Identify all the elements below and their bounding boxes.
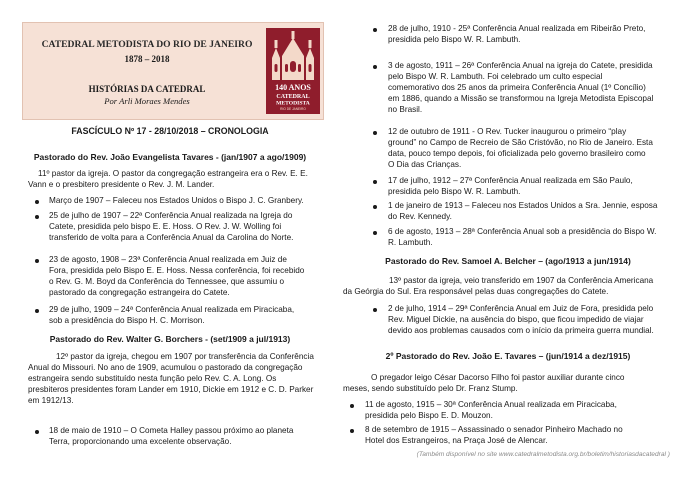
text-line: no Brasil. — [388, 105, 423, 114]
section-heading-tavares: Pastorado do Rev. João Evangelista Tavares - (jan/1907 a ago/1909) — [33, 152, 307, 162]
bullet-dot — [35, 259, 39, 263]
text-line: Hotel dos Estrangeiros, na Praça José de Alencar. — [365, 436, 548, 445]
text-line: O Dia das Crianças. — [388, 160, 462, 169]
text-line: 29 de julho, 1909 – 24ª Conferência Anual realizada em Piracicaba, — [49, 305, 295, 314]
bullet-dot — [350, 429, 354, 433]
banner-series-title: HISTÓRIAS DA CATEDRAL — [88, 84, 206, 94]
text-line: em 1912/13. — [28, 396, 74, 405]
banner-title: CATEDRAL METODISTA DO RIO DE JANEIRO — [41, 39, 253, 50]
bullet-dot — [373, 231, 377, 235]
footer-availability-note: (Também disponível no site www.catedralmetodista.org.br/boletim/historiasdacatedral ) — [416, 451, 670, 458]
text-line: 2 de julho, 1914 – 29ª Conferência Anual em Juiz de Fora, presidida pelo — [388, 304, 654, 313]
bullet-dot — [373, 205, 377, 209]
section-heading-belcher: Pastorado do Rev. Samoel A. Belcher – (ago/1913 a jun/1914) — [385, 256, 631, 266]
list-item — [365, 424, 675, 446]
text-line: 13º pastor da igreja, veio transferido em 1907 da Conferência Americana — [389, 276, 654, 285]
list-item — [388, 200, 678, 222]
list-item — [49, 425, 334, 447]
bullet-dot — [350, 404, 354, 408]
text-line: meses, sendo substituído pelo Dr. Franz Stump. — [343, 384, 518, 393]
fascicle-title: FASCÍCULO Nº 17 - 28/10/2018 – CRONOLOGIA — [71, 126, 269, 136]
text-line: Anual do Missouri. No ano de 1909, acumulou o pastorado da congregação — [28, 363, 303, 372]
text-line: presidida pelo Bispo W. R. Lambuth. — [388, 187, 521, 196]
text-line: 18 de maio de 1910 – O Cometa Halley passou próximo ao planeta — [49, 426, 294, 435]
text-line: presidida pelo Bispo E. D. Mouzon. — [365, 411, 493, 420]
paragraph-borchers — [28, 351, 323, 406]
text-line: Fora, presidida pelo Bispo E. E. Hoss. Nessa conferência, foi recebido — [49, 266, 305, 275]
bullet-dot — [373, 65, 377, 69]
text-line: 8 de setembro de 1915 – Assassinado o senador Pinheiro Machado no — [365, 425, 623, 434]
text-line: presidida pelo Bispo W. R. Lambuth. — [388, 35, 521, 44]
text-line: 11º pastor da igreja. O pastor da congregação estrangeira era o Rev. E. E. — [38, 169, 308, 178]
text-line: Catete, presidida pelo bispo E. E. Hoss. O Rev. J. W. Wolling foi — [49, 222, 282, 231]
paragraph-tavares — [28, 168, 323, 190]
logo-line-1: CATEDRAL — [276, 94, 310, 100]
bullet-dot — [35, 215, 39, 219]
text-line: 23 de agosto, 1908 – 23ª Conferência Anual realizada em Juiz de — [49, 255, 287, 264]
text-line: transferido de volta para a Conferência Anual da Carolina do Norte. — [49, 233, 294, 242]
bullet-dot — [373, 28, 377, 32]
list-item — [49, 195, 334, 206]
list-item — [388, 23, 678, 45]
paragraph-belcher — [343, 275, 671, 297]
logo-line-3: RIO DE JANEIRO — [280, 107, 306, 111]
text-line: 1 de janeiro de 1913 – Faleceu nos Estados Unidos a Sra. Jennie, esposa — [388, 201, 658, 210]
text-line: do Rev. Kennedy. — [388, 212, 452, 221]
text-line: Março de 1907 – Faleceu nos Estados Unidos o Bispo J. C. Granbery. — [49, 196, 304, 205]
logo-anniversary: 140 ANOS — [275, 83, 311, 92]
section-heading-borchers: Pastorado do Rev. Walter G. Borchers - (set/1909 a jul/1913) — [49, 334, 291, 344]
text-line: R. Lambuth. — [388, 238, 433, 247]
cathedral-logo — [266, 28, 320, 114]
banner-years: 1878 – 2018 — [124, 54, 170, 64]
list-item — [365, 399, 675, 421]
text-line: sob a presidência do Bispo H. C. Morrison. — [49, 316, 205, 325]
text-line: 3 de agosto, 1911 – 26ª Conferência Anual na igreja do Catete, presidida — [388, 61, 653, 70]
list-item — [388, 60, 678, 115]
text-line: 12 de outubro de 1911 - O Rev. Tucker inaugurou o primeiro “play — [388, 127, 627, 136]
list-item — [49, 254, 334, 298]
text-line: ground” no Campo de Recreio de São Cristóvão, no Rio de Janeiro. Esta — [388, 138, 653, 147]
list-item — [388, 175, 678, 197]
text-line: estrangeira sendo substituído nesta função pelo Rev. C. A. Long. Os — [28, 374, 277, 383]
text-line: 12º pastor da igreja, chegou em 1907 por transferência da Conferência — [56, 352, 314, 361]
text-line: Vann e o presbitero presidente o Rev. J. M. Lander. — [28, 180, 215, 189]
bullet-dot — [35, 430, 39, 434]
list-item — [388, 226, 678, 248]
bullet-dot — [373, 308, 377, 312]
text-line: presbiteros presidentes foram Lander em 1910, Dickie em 1912 e C. D. Parker — [28, 385, 314, 394]
text-line: Terra, proporcionando uma excelente observação. — [49, 437, 232, 446]
paragraph-tavares-2 — [343, 372, 671, 394]
list-item — [388, 303, 678, 336]
text-line: 25 de julho de 1907 – 22ª Conferência Anual realizada na Igreja do — [49, 211, 293, 220]
text-line: devido aos problemas causados com o início da primeira guerra mundial. — [388, 326, 654, 335]
bullet-dot — [373, 180, 377, 184]
text-line: pelo Bispo W. R. Lambuth. Foi celebrado um culto especial — [388, 72, 603, 81]
list-item — [388, 126, 678, 170]
text-line: pastorado da congregação estrangeira do Catete. — [49, 288, 230, 297]
header-banner — [22, 22, 324, 120]
text-line: 11 de agosto, 1915 – 30ª Conferência Anual realizada em Piracicaba, — [365, 400, 617, 409]
banner-author: Por Arli Moraes Mendes — [104, 96, 190, 106]
list-item — [49, 210, 334, 243]
logo-line-2: METODISTA — [276, 100, 310, 107]
text-line: O pregador leigo César Dacorso Filho foi pastor auxiliar durante cinco — [371, 373, 625, 382]
text-line: Rev. Miguel Dickie, na ausência do bispo, que ficou impedido de viajar — [388, 315, 644, 324]
list-item — [49, 304, 334, 326]
text-line: da Geórgia do Sul. Era responsável pelas duas congregações do Catete. — [343, 287, 609, 296]
text-line: em 1886, quando a Missão se transformou na Igreja Metodista Episcopal — [388, 94, 654, 103]
text-line: 6 de agosto, 1913 – 28ª Conferência Anual sob a presidência do Bispo W. — [388, 227, 657, 236]
bullet-dot — [35, 309, 39, 313]
section-heading-tavares-2: 2º Pastorado do Rev. João E. Tavares – (jun/1914 a dez/1915) — [385, 351, 631, 361]
text-line: 28 de julho, 1910 - 25ª Conferência Anual realizada em Ribeirão Preto, — [388, 24, 646, 33]
text-line: data, pouco tempo depois, foi oficializada pelo governo brasileiro como — [388, 149, 646, 158]
text-line: o Rev. G. M. Boyd da Conferência do Tennessee, que assumiu o — [49, 277, 284, 286]
bullet-dot — [373, 131, 377, 135]
text-line: 17 de julho, 1912 – 27ª Conferência Anual realizada em São Paulo, — [388, 176, 633, 185]
bullet-dot — [35, 200, 39, 204]
text-line: comemorativo dos 25 anos da primeira Conferência Anual (1º Concílio) — [388, 83, 646, 92]
